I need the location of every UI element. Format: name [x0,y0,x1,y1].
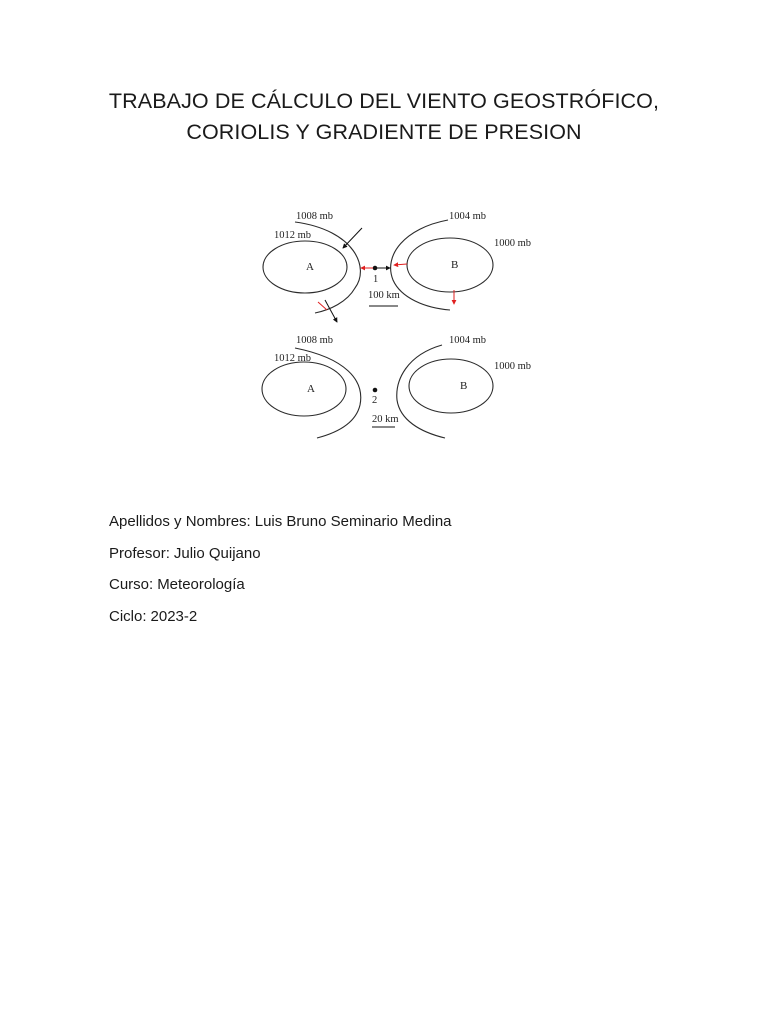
course-value: Meteorología [157,576,245,593]
name-row [109,512,669,544]
top-isobar-1012-label: 1012 mb [274,230,312,241]
student-info [109,512,669,638]
top-low-pressure-label: B [451,259,459,271]
professor-value: Julio Quijano [173,544,261,562]
bottom-isobar-1000-low [409,359,493,413]
name-label: Apellidos y Nombres: [109,513,251,530]
top-isobar-1004-label: 1004 mb [449,211,487,222]
cycle-label: Ciclo: [109,607,147,625]
top-isobar-1012-high [263,241,347,293]
top-scale-label: 100 km [368,290,400,301]
bottom-isobar-1004-curve [397,345,445,438]
pressure-diagram [255,200,545,445]
bottom-point-label: 2 [372,395,378,406]
top-isobar-1000-label: 1000 mb [494,238,532,249]
bottom-isobar-1008-label: 1008 mb [296,335,334,346]
bottom-scale-label: 20 km [372,414,399,425]
professor-label: Profesor: [109,544,170,562]
bottom-point-marker [373,388,378,393]
top-coriolis-arrow [394,264,407,265]
top-point-label: 1 [373,274,379,285]
top-isobar-1000-low [407,238,493,292]
cycle-value: 2023-2 [150,607,198,625]
cycle-row [109,607,669,639]
title-line-1: TRABAJO DE CÁLCULO DEL VIENTO GEOSTRÓFICO, [108,89,660,113]
name-value: Luis Bruno Seminario Medina [254,513,452,530]
bottom-isobar-1012-high [262,362,346,416]
top-high-pressure-label: A [306,261,314,273]
course-label: Curso: [109,576,154,593]
title-line-2: CORIOLIS Y GRADIENTE DE PRESION [186,120,582,144]
bottom-isobar-1000-label: 1000 mb [494,361,532,372]
bottom-isobar-1004-label: 1004 mb [449,335,487,346]
top-panel [263,211,531,322]
bottom-high-pressure-label: A [307,383,315,395]
top-isobar-1008-label: 1008 mb [296,211,334,222]
bottom-isobar-1012-label: 1012 mb [274,353,312,364]
document-title [0,86,768,148]
top-wind-arrow-upper [343,228,362,248]
pressure-diagram-svg [255,200,545,445]
bottom-panel [262,335,531,438]
top-wind-arrow-lower [325,300,337,322]
top-red-mark-lower [318,302,327,310]
course-row [109,575,669,607]
professor-row [109,544,669,576]
bottom-low-pressure-label: B [460,380,468,392]
